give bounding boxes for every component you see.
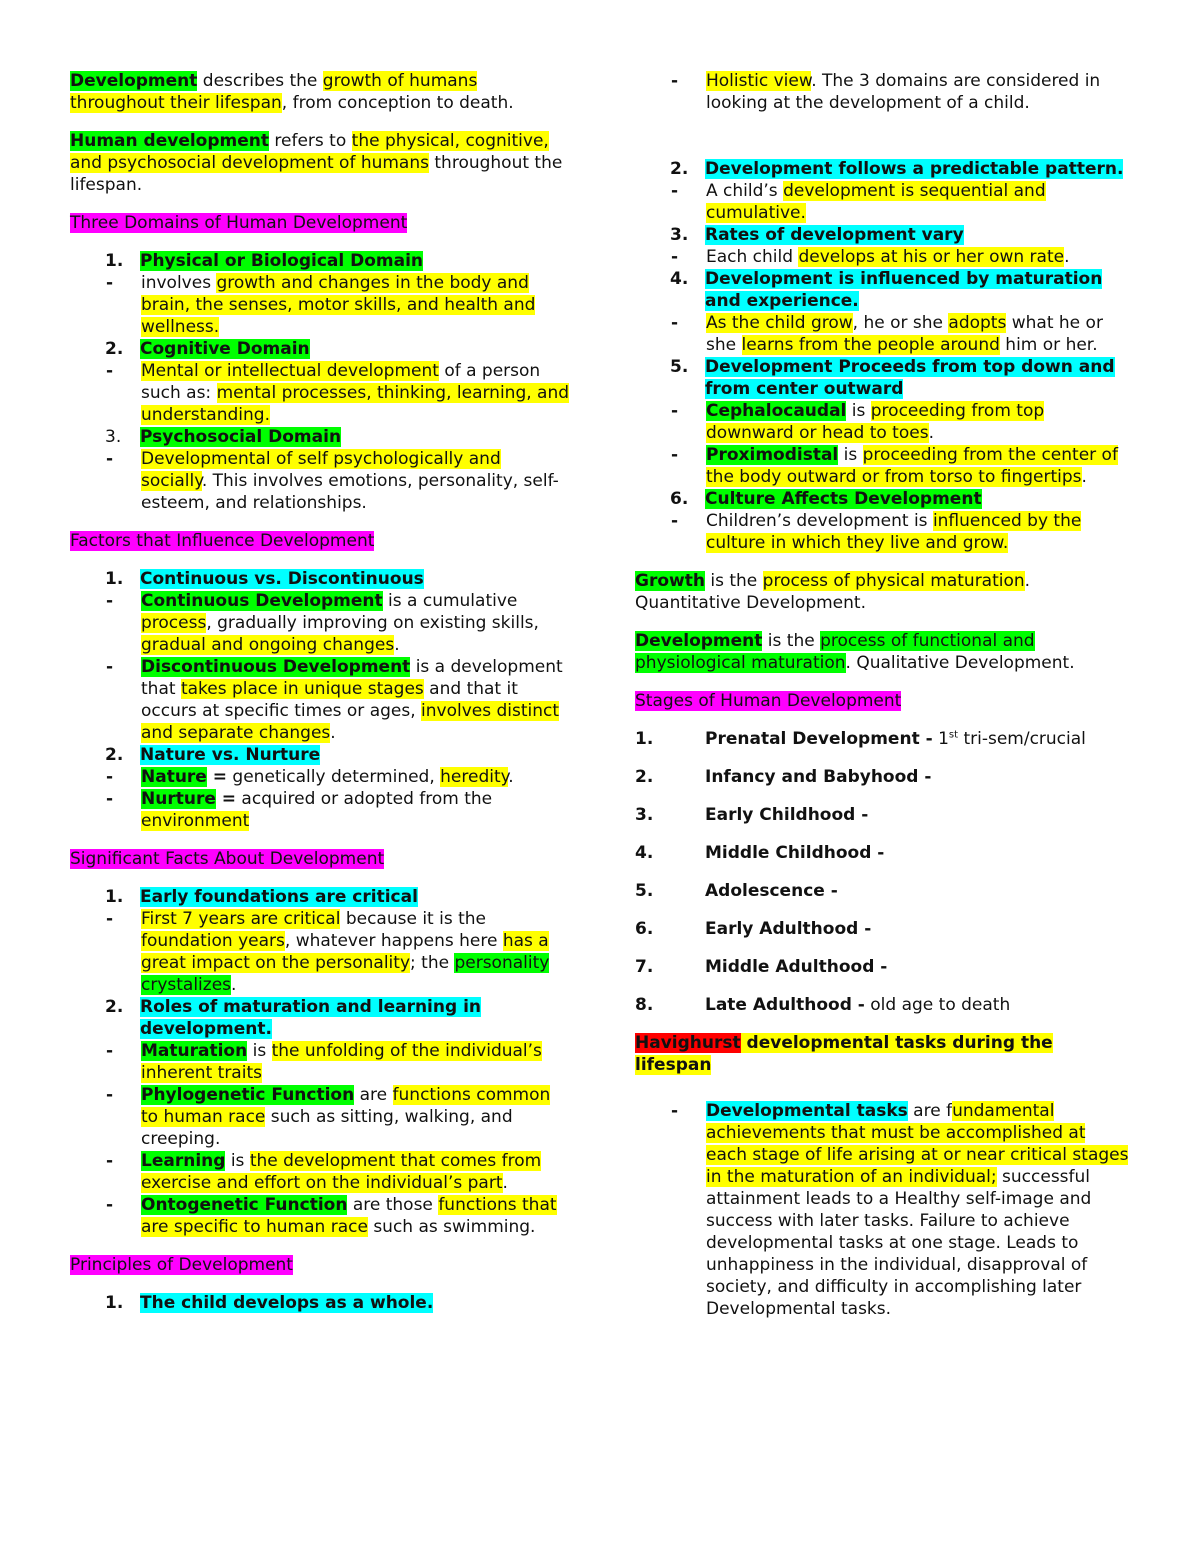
factor-1a: - Continuous Development is a cumulative process, gradually improving on existing skills, gradual and ongoing changes. bbox=[106, 591, 539, 655]
domain-3: 3. Psychosocial Domain bbox=[105, 427, 342, 447]
stage-number: 1. bbox=[635, 729, 654, 749]
growth-definition: Growth is the process of physical maturation. Quantitative Development. bbox=[635, 571, 1031, 613]
fact-2c: - Learning is the development that comes from exercise and effort on the individual’s part. bbox=[106, 1151, 542, 1193]
stage-number: 6. bbox=[635, 919, 654, 939]
development-definition: Development is the process of functional and physiological maturation. Qualitative Development. bbox=[635, 631, 1075, 673]
fact-2b: - Phylogenetic Function are functions common to human race such as sitting, walking, and creeping. bbox=[106, 1085, 551, 1149]
principle-6-bullet: - Children’s development is influenced by the culture in which they live and grow. bbox=[671, 511, 1082, 553]
domain-2-bullet: - Mental or intellectual development of a person such as: mental processes, thinking, learning, and understanding. bbox=[106, 361, 570, 425]
domain-2: 2. Cognitive Domain bbox=[105, 339, 310, 359]
stages-heading: Stages of Human Development bbox=[635, 691, 902, 711]
stage-number: 3. bbox=[635, 805, 654, 825]
principle-3: 3. Rates of development vary bbox=[670, 225, 964, 245]
principle-4-bullet: - As the child grow, he or she adopts what he or she learns from the people around him or her. bbox=[671, 313, 1103, 355]
factor-2b: - Nurture = acquired or adopted from the environment bbox=[106, 789, 493, 831]
stage-item bbox=[635, 842, 1130, 864]
stage-note: 1 bbox=[932, 729, 949, 749]
stage-item bbox=[635, 918, 1130, 940]
stage-item bbox=[635, 956, 1130, 978]
stage-title: Prenatal Development - bbox=[705, 729, 933, 749]
stage-number: 8. bbox=[635, 995, 654, 1015]
stage-number: 7. bbox=[635, 957, 654, 977]
factor-1: 1. Continuous vs. Discontinuous bbox=[105, 569, 424, 589]
stage-item bbox=[635, 804, 1130, 826]
stage-title: Middle Adulthood - bbox=[705, 957, 888, 977]
facts-heading: Significant Facts About Development bbox=[70, 849, 385, 869]
domains-heading: Three Domains of Human Development bbox=[70, 213, 408, 233]
stage-note-rest: tri-sem/crucial bbox=[958, 729, 1086, 749]
factor-2: 2. Nature vs. Nurture bbox=[105, 745, 321, 765]
fact-2: 2. Roles of maturation and learning in development. bbox=[105, 997, 482, 1039]
stage-item bbox=[635, 766, 1130, 788]
fact-1-bullet: - First 7 years are critical because it is the foundation years, whatever happens here has a great impact on the personality; the personality crystalizes. bbox=[106, 909, 550, 995]
stage-note-sup: st bbox=[948, 729, 959, 741]
right-column bbox=[635, 70, 1130, 1320]
principle-1: 1. The child develops as a whole. bbox=[105, 1293, 434, 1313]
fact-1: 1. Early foundations are critical bbox=[105, 887, 418, 907]
stage-number: 5. bbox=[635, 881, 654, 901]
fact-2d: - Ontogenetic Function are those functions that are specific to human race such as swimming. bbox=[106, 1195, 557, 1237]
principle-3-bullet: - Each child develops at his or her own rate. bbox=[671, 247, 1070, 267]
stage-item bbox=[635, 728, 1130, 750]
fact-2a: - Maturation is the unfolding of the individual’s inherent traits bbox=[106, 1041, 542, 1083]
stage-title: Adolescence - bbox=[705, 881, 838, 901]
stage-item bbox=[635, 880, 1130, 902]
stage-note-rest: old age to death bbox=[864, 995, 1011, 1015]
stage-title: Late Adulthood - bbox=[705, 995, 865, 1015]
domain-1: 1. Physical or Biological Domain bbox=[105, 251, 424, 271]
factor-2a: - Nature = genetically determined, heredity. bbox=[106, 767, 514, 787]
domain-1-bullet: - involves growth and changes in the body and brain, the senses, motor skills, and health and wellness. bbox=[106, 273, 536, 337]
stage-title: Early Childhood - bbox=[705, 805, 869, 825]
intro-development: Development describes the growth of humans throughout their lifespan, from conception to death. bbox=[70, 71, 514, 113]
principle-2: 2. Development follows a predictable pattern. bbox=[670, 159, 1124, 179]
havighurst-heading: Havighurst developmental tasks during the lifespan bbox=[635, 1033, 1053, 1075]
stages-list bbox=[635, 728, 1130, 1016]
stage-number: 2. bbox=[635, 767, 654, 787]
stage-title: Middle Childhood - bbox=[705, 843, 885, 863]
principle-2-bullet: - A child’s development is sequential and cumulative. bbox=[671, 181, 1046, 223]
principle-5b: - Proximodistal is proceeding from the center of the body outward or from torso to fingertips. bbox=[671, 445, 1118, 487]
stage-number: 4. bbox=[635, 843, 654, 863]
left-column bbox=[70, 70, 570, 1314]
stage-item bbox=[635, 994, 1130, 1016]
principle-5a: - Cephalocaudal is proceeding from top downward or head to toes. bbox=[671, 401, 1045, 443]
stage-title: Infancy and Babyhood - bbox=[705, 767, 932, 787]
domain-3-bullet: - Developmental of self psychologically and socially. This involves emotions, personality, self-esteem, and relationships. bbox=[106, 449, 559, 513]
principle-1-bullet: - Holistic view. The 3 domains are considered in looking at the development of a child. bbox=[671, 71, 1101, 113]
principle-5: 5. Development Proceeds from top down and from center outward bbox=[670, 357, 1115, 399]
stage-title: Early Adulthood - bbox=[705, 919, 872, 939]
developmental-tasks-bullet: - Developmental tasks are fundamental achievements that must be accomplished at each stage of life arising at or near critical stages in the maturation of an individual; successful attainment leads to a Healthy self-image and success with later tasks. Failure to achieve developmental tasks at one stage. Leads to unhappiness in the individual, disapproval of society, and difficulty in accomplishing later Developmental tasks. bbox=[671, 1101, 1129, 1319]
factor-1b: - Discontinuous Development is a development that takes place in unique stages and that it occurs at specific times or ages, involves distinct and separate changes. bbox=[106, 657, 563, 743]
principles-heading: Principles of Development bbox=[70, 1255, 293, 1275]
factors-heading: Factors that Influence Development bbox=[70, 531, 375, 551]
principle-4: 4. Development is influenced by maturation and experience. bbox=[670, 269, 1103, 311]
intro-human-development: Human development refers to the physical, cognitive, and psychosocial development of humans throughout the lifespan. bbox=[70, 131, 563, 195]
principle-6: 6. Culture Affects Development bbox=[670, 489, 982, 509]
